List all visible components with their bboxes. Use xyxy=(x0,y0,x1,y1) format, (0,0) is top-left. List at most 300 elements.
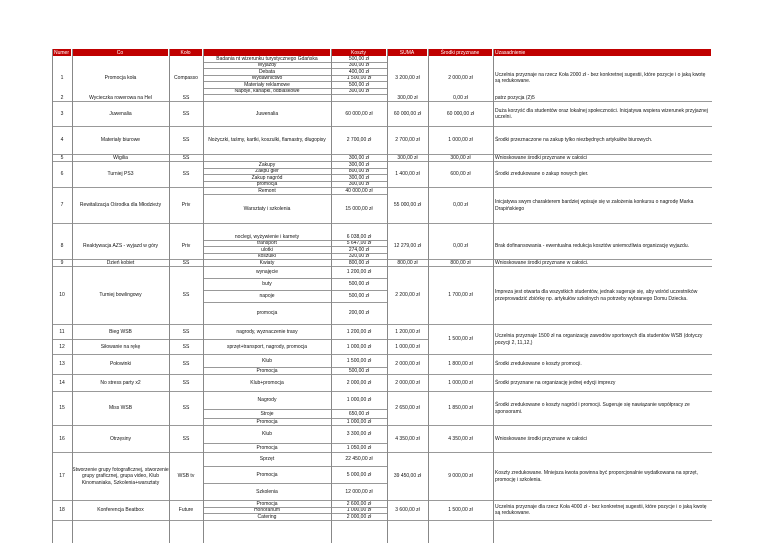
row-sum[interactable] xyxy=(387,102,428,127)
detail-item-text: transport xyxy=(257,240,277,247)
detail-item-text: Promocja xyxy=(256,368,278,374)
header-numer[interactable]: Numer xyxy=(52,49,72,56)
header-koszty[interactable]: Koszty xyxy=(331,49,387,56)
row-sum-text: 2 700,00 zł xyxy=(395,137,420,144)
grid-line xyxy=(72,49,73,543)
row-justification[interactable] xyxy=(493,260,712,267)
detail-item[interactable] xyxy=(203,260,331,267)
grid-line xyxy=(493,49,494,543)
row-sum[interactable] xyxy=(387,267,428,325)
row-title[interactable] xyxy=(72,155,169,162)
detail-item-text: Debata xyxy=(258,69,276,75)
row-number-text: 15 xyxy=(59,405,65,412)
row-sum-text: 1 400,00 zł xyxy=(395,171,420,178)
header-uzasadnienie[interactable]: Uzasadnienie xyxy=(493,49,712,56)
row-title[interactable] xyxy=(72,162,169,188)
row-justification[interactable] xyxy=(493,162,712,188)
row-number-text: 17 xyxy=(59,473,65,480)
grid-line xyxy=(52,49,53,543)
cost-value-text: 12 000,00 zł xyxy=(345,488,373,495)
row-kolo-text: SS xyxy=(182,328,190,335)
header-suma[interactable]: SUMA xyxy=(387,49,428,56)
cost-value-text: 1 200,00 zł xyxy=(346,269,372,276)
row-justification[interactable] xyxy=(493,501,712,521)
row-kolo-text: SS xyxy=(182,405,190,412)
row-title-text: Wycieczka rowerowa na Hel xyxy=(89,95,152,101)
row-sum[interactable] xyxy=(387,392,428,426)
cost-value-text: 274,00 zł xyxy=(348,247,370,253)
detail-item[interactable] xyxy=(203,291,331,303)
detail-item-text: promocja xyxy=(256,310,278,317)
detail-item[interactable] xyxy=(203,127,331,155)
row-number[interactable] xyxy=(52,102,72,127)
row-title-text: Siłowanie na rękę xyxy=(100,343,141,350)
cost-value-text: 1 000,00 zł xyxy=(346,419,372,425)
row-justification[interactable] xyxy=(493,188,712,224)
row-number[interactable] xyxy=(52,426,72,453)
row-kolo[interactable] xyxy=(169,260,203,267)
row-granted-text: 60 000,00 zł xyxy=(446,110,475,117)
row-kolo-text: SS xyxy=(182,292,190,299)
row-title[interactable] xyxy=(72,127,169,155)
row-number[interactable] xyxy=(52,127,72,155)
row-kolo[interactable] xyxy=(169,234,203,260)
cost-value[interactable] xyxy=(331,279,387,291)
row-justification-text: Inicjatywa swym charakterem bardziej wpisuje się w założenia konkursu o nagrodę Marka Drapińskiego xyxy=(495,199,694,212)
row-justification[interactable] xyxy=(493,155,712,162)
cost-value-text: 1 000,00 zł xyxy=(346,397,372,404)
row-number-text: 14 xyxy=(59,379,65,386)
row-kolo-text: Priv xyxy=(181,243,191,250)
cost-value-text: 300,00 zł xyxy=(348,155,370,161)
row-title[interactable] xyxy=(72,392,169,426)
row-justification-text: Koszty zredukowane. Mniejsza kwota powinna być proporcjonalnie wydatkowana na sprzęt, promocję i szkolenia. xyxy=(495,470,698,483)
row-sum[interactable] xyxy=(387,355,428,375)
cost-value-text: 500,00 zł xyxy=(348,293,370,300)
cost-value-text: 1 200,00 zł xyxy=(346,328,372,335)
row-title-text: Turniej bowlingowy xyxy=(99,292,142,299)
row-title[interactable] xyxy=(72,267,169,325)
cost-value-text: 500,00 zł xyxy=(348,281,370,288)
grid-line xyxy=(331,49,332,543)
row-sum[interactable] xyxy=(387,127,428,155)
row-number-text: 16 xyxy=(59,435,65,442)
detail-item-text: nagrody, wyznaczenie trasy xyxy=(236,328,298,335)
row-granted-text: 1 500,00 zł xyxy=(448,336,473,343)
row-title[interactable] xyxy=(72,375,169,392)
cost-value-text: 300,00 zł xyxy=(348,175,370,181)
row-kolo-text: SS xyxy=(182,435,190,442)
detail-item[interactable] xyxy=(203,155,331,162)
cost-value[interactable] xyxy=(331,514,387,521)
detail-item-text: Materiały reklamowe xyxy=(244,82,290,88)
row-justification[interactable] xyxy=(493,95,712,102)
row-kolo[interactable] xyxy=(169,453,203,501)
detail-item[interactable] xyxy=(203,368,331,375)
row-number-text: 12 xyxy=(59,343,65,350)
detail-item-text: Promocja xyxy=(256,471,278,478)
cost-value[interactable] xyxy=(331,368,387,375)
row-justification-text: patrz pozycja (2)5 xyxy=(495,95,535,101)
cost-value-text: 15 000,00 zł xyxy=(345,205,373,212)
detail-item-text: Warsztaty i szkolenia xyxy=(243,205,291,212)
row-kolo-text: Future xyxy=(178,507,194,514)
row-granted-text: 0,00 zł xyxy=(453,243,468,250)
cost-value[interactable] xyxy=(331,426,387,444)
cost-value[interactable] xyxy=(331,95,387,102)
cost-value-text: 800,00 zł xyxy=(348,260,370,266)
row-sum-text: 2 200,00 zł xyxy=(395,292,420,299)
detail-item-text: Wydawnictwo xyxy=(251,75,283,82)
row-kolo[interactable] xyxy=(169,501,203,521)
row-title-text: Połowinki xyxy=(109,361,132,368)
detail-item[interactable] xyxy=(203,426,331,444)
detail-item-text: Szkolenia xyxy=(256,488,278,495)
row-kolo[interactable] xyxy=(169,355,203,375)
detail-item[interactable] xyxy=(203,355,331,368)
row-justification[interactable] xyxy=(493,234,712,260)
cost-value[interactable] xyxy=(331,467,387,484)
cost-value[interactable] xyxy=(331,267,387,279)
row-kolo[interactable] xyxy=(169,127,203,155)
cost-value-text: 1 000,00 zł xyxy=(346,343,372,350)
row-justification[interactable] xyxy=(493,267,712,325)
row-number[interactable] xyxy=(52,392,72,426)
cost-value-text: 200,00 zł xyxy=(348,310,370,317)
row-sum-text: 1 200,00 zł xyxy=(395,328,420,335)
row-title[interactable] xyxy=(72,340,169,355)
detail-item[interactable] xyxy=(203,453,331,467)
row-title[interactable] xyxy=(72,426,169,453)
row-kolo-text: SS xyxy=(182,137,190,144)
row-number[interactable] xyxy=(52,340,72,355)
row-number-text: 6 xyxy=(60,171,64,178)
row-justification-text: Wnioskowane środki przyznane w całości xyxy=(495,435,587,442)
detail-item-text: Honorarium xyxy=(253,507,281,514)
row-kolo[interactable] xyxy=(169,375,203,392)
row-sum-text: 4 350,00 zł xyxy=(395,435,420,442)
row-justification-text: Środki zredukowane o koszty promocji. xyxy=(495,361,582,368)
row-granted[interactable] xyxy=(428,162,493,188)
cost-value-text: 5 647,00 zł xyxy=(346,240,372,247)
row-number[interactable] xyxy=(52,260,72,267)
row-justification-text: Środki zredukowane o zakup nowych gier. xyxy=(495,171,589,178)
detail-item-text: noclegi, wyżywienie i karnety xyxy=(234,234,300,240)
row-sum[interactable] xyxy=(387,453,428,501)
row-granted[interactable] xyxy=(428,392,493,426)
row-title[interactable] xyxy=(72,355,169,375)
row-granted[interactable] xyxy=(428,155,493,162)
row-title-text: Dzień kobiet xyxy=(106,260,135,266)
row-kolo[interactable] xyxy=(169,392,203,426)
row-sum[interactable] xyxy=(387,325,428,340)
row-granted[interactable] xyxy=(428,426,493,453)
cost-value-text: 300,00 zł xyxy=(348,88,370,95)
detail-item-text: Promocja xyxy=(256,444,278,451)
header-co[interactable]: Co xyxy=(72,49,169,56)
row-kolo-text: SS xyxy=(182,155,190,161)
row-justification-text: Wnioskowane środki przyznane w całości. xyxy=(495,260,589,266)
row-kolo[interactable] xyxy=(169,325,203,340)
row-title[interactable] xyxy=(72,501,169,521)
header-srodki[interactable]: Środki przyznane xyxy=(428,49,493,56)
cost-value-text: 22 450,00 zł xyxy=(345,456,373,463)
detail-item[interactable] xyxy=(203,467,331,484)
row-kolo[interactable] xyxy=(169,340,203,355)
row-sum[interactable] xyxy=(387,155,428,162)
cost-value[interactable] xyxy=(331,127,387,155)
detail-item[interactable] xyxy=(203,279,331,291)
cost-value[interactable] xyxy=(331,291,387,303)
row-sum-text: 2 650,00 zł xyxy=(395,405,420,412)
row-sum[interactable] xyxy=(387,426,428,453)
cost-value-text: 320,00 zł xyxy=(348,253,370,260)
detail-item-text: Zakup nagród xyxy=(251,175,283,181)
row-granted-text: 1 500,00 zł xyxy=(448,507,473,514)
detail-item-text: koszulki xyxy=(258,253,276,260)
row-justification-text: Środki przyznane na organizację jednej edycji imprezy xyxy=(495,379,616,386)
row-granted[interactable] xyxy=(428,127,493,155)
row-title[interactable] xyxy=(72,234,169,260)
row-kolo-text: SS xyxy=(182,95,190,101)
row-justification[interactable] xyxy=(493,426,712,453)
row-title[interactable] xyxy=(72,102,169,127)
cost-value-text: 400,00 zł xyxy=(348,69,370,75)
cost-value[interactable] xyxy=(331,392,387,410)
row-justification-text: Brak dofinansowania - ewentualna redukcja kosztów uniemożliwia organizację wyjazdu. xyxy=(495,243,689,250)
detail-item-text: Promocja xyxy=(256,501,278,507)
header-kolo[interactable]: Koło xyxy=(169,49,203,56)
detail-item-text: Badania nt wizerunku turystycznego Gdańska xyxy=(216,56,318,62)
row-kolo[interactable] xyxy=(169,426,203,453)
header-details[interactable] xyxy=(203,49,331,56)
row-kolo[interactable] xyxy=(169,188,203,224)
detail-item-text: Promocja xyxy=(256,419,278,425)
row-justification[interactable] xyxy=(493,375,712,392)
row-sum-text: 55 000,00 zł xyxy=(393,202,422,209)
detail-item-text: napoje xyxy=(259,293,275,300)
row-sum[interactable] xyxy=(387,501,428,521)
row-justification[interactable] xyxy=(493,325,712,355)
row-granted-text: 0,00 zł xyxy=(453,95,468,101)
row-sum-text: 2 000,00 zł xyxy=(395,361,420,368)
row-title-text: Miss WSB xyxy=(108,405,133,412)
row-title-text: Materiały biurowe xyxy=(100,137,141,144)
cost-value[interactable] xyxy=(331,260,387,267)
row-kolo[interactable] xyxy=(169,102,203,127)
row-kolo-text: SS xyxy=(182,379,190,386)
row-justification-text: Uczelnia przyznaje dla rzecz Koła 4000 zł - bez konkretnej sugestii, które pozycje i o jaką kwotę są redukowane. xyxy=(495,504,707,517)
detail-item[interactable] xyxy=(203,484,331,501)
detail-item-text: Klub xyxy=(261,431,272,438)
cost-value-text: 1 000,00 zł xyxy=(346,507,372,514)
row-granted[interactable] xyxy=(428,375,493,392)
row-kolo-text: Compasso xyxy=(174,75,198,82)
row-number[interactable] xyxy=(52,188,72,224)
cost-value[interactable] xyxy=(331,375,387,392)
row-justification-text: Uczelnia przyznaje 1500 zł na organizację zawodów sportowych dla studentów WSB (dotyczy pozycji 2, 11,12,) xyxy=(495,333,703,346)
row-granted[interactable] xyxy=(428,102,493,127)
row-justification[interactable] xyxy=(493,392,712,426)
cost-value[interactable] xyxy=(331,195,387,224)
detail-item-text: Sprzęt xyxy=(259,456,275,463)
detail-item[interactable] xyxy=(203,514,331,521)
cost-value[interactable] xyxy=(331,303,387,325)
cost-value-text: 40 000,00 zł xyxy=(345,188,373,194)
cost-value[interactable] xyxy=(331,325,387,340)
cost-value-text: 2 600,00 zł xyxy=(346,501,372,507)
row-number[interactable] xyxy=(52,155,72,162)
row-kolo[interactable] xyxy=(169,95,203,102)
row-sum[interactable] xyxy=(387,340,428,355)
detail-item-text: buty xyxy=(262,281,272,288)
detail-item[interactable] xyxy=(203,267,331,279)
detail-item-text: Klub xyxy=(261,357,272,364)
row-sum-text: 300,00 zł xyxy=(397,155,418,161)
cost-value-text: 2 000,00 zł xyxy=(346,379,372,386)
cost-value-text: 1 500,00 zł xyxy=(346,357,372,364)
row-title-text: Otrzęsiny xyxy=(109,435,132,442)
row-kolo[interactable] xyxy=(169,267,203,325)
row-granted[interactable] xyxy=(428,453,493,501)
row-sum[interactable] xyxy=(387,162,428,188)
row-kolo-text: SS xyxy=(182,361,190,368)
row-number-text: 11 xyxy=(59,328,65,335)
row-number-text: 3 xyxy=(60,110,64,117)
cost-value[interactable] xyxy=(331,188,387,195)
detail-item[interactable] xyxy=(203,340,331,355)
row-number[interactable] xyxy=(52,375,72,392)
row-granted[interactable] xyxy=(428,325,493,355)
row-granted[interactable] xyxy=(428,267,493,325)
row-kolo[interactable] xyxy=(169,162,203,188)
row-number[interactable] xyxy=(52,162,72,188)
row-number[interactable] xyxy=(52,267,72,325)
row-granted-text: 0,00 zł xyxy=(453,202,468,209)
row-title[interactable] xyxy=(72,95,169,102)
detail-item[interactable] xyxy=(203,188,331,195)
row-number-text: 4 xyxy=(60,137,64,144)
row-justification-text: Uczelnia przyznaje na rzecz Koła 2000 zł - bez konkretnej sugestii, które pozycje i o jaką kwotę są redukowane. xyxy=(495,72,706,85)
detail-item-text: Zakupy xyxy=(258,162,276,168)
row-title-text: Stworzenie grupy fotograficznej, stworzenie grupy graficznej, grupa video, Klub Kinomaniaka, Szkolenia+warsztaty xyxy=(72,467,169,486)
cost-value[interactable] xyxy=(331,444,387,453)
detail-item[interactable] xyxy=(203,392,331,410)
row-sum[interactable] xyxy=(387,260,428,267)
row-granted-text: 2 000,00 zł xyxy=(448,75,473,82)
row-justification[interactable] xyxy=(493,102,712,127)
detail-item[interactable] xyxy=(203,410,331,419)
grid-line xyxy=(428,49,429,543)
row-number-text: 5 xyxy=(60,155,64,161)
detail-item[interactable] xyxy=(203,195,331,224)
row-sum[interactable] xyxy=(387,95,428,102)
row-granted-text: 600,00 zł xyxy=(450,171,471,178)
cost-value-text: 6 038,00 zł xyxy=(346,234,372,240)
row-granted-text: 1 700,00 zł xyxy=(448,292,473,299)
cost-value[interactable] xyxy=(331,155,387,162)
detail-item-text: Catering xyxy=(257,514,277,520)
cost-value-text: 500,00 zł xyxy=(348,368,370,374)
row-sum-text: 1 000,00 zł xyxy=(395,343,420,350)
detail-item[interactable] xyxy=(203,303,331,325)
cost-value[interactable] xyxy=(331,419,387,426)
row-number[interactable] xyxy=(52,355,72,375)
detail-item[interactable] xyxy=(203,95,331,102)
row-granted[interactable] xyxy=(428,188,493,224)
row-granted[interactable] xyxy=(428,355,493,375)
row-kolo-text: SS xyxy=(182,110,190,117)
cost-value-text: 500,00 zł xyxy=(348,56,370,62)
detail-item-text: wynajęcie xyxy=(256,269,278,276)
row-kolo-text: SS xyxy=(182,171,190,178)
cost-value-text: 2 700,00 zł xyxy=(346,137,372,144)
spreadsheet xyxy=(52,49,712,543)
cost-value[interactable] xyxy=(331,410,387,419)
cost-value-text: 1 500,00 zł xyxy=(346,75,372,82)
detail-item[interactable] xyxy=(203,102,331,127)
detail-item[interactable] xyxy=(203,419,331,426)
row-title-text: Turniej PS3 xyxy=(107,171,134,178)
grid-line xyxy=(169,49,170,543)
row-sum[interactable] xyxy=(387,234,428,260)
row-sum-text: 800,00 zł xyxy=(397,260,418,266)
row-number[interactable] xyxy=(52,501,72,521)
row-number-text: 10 xyxy=(59,292,65,299)
detail-item[interactable] xyxy=(203,325,331,340)
detail-item-text: Nożyczki, taśmy, kartki, koszulki, flamastry, długopisy xyxy=(208,137,326,144)
row-kolo-text: WSB tv xyxy=(177,473,195,480)
row-title[interactable] xyxy=(72,188,169,224)
row-granted[interactable] xyxy=(428,95,493,102)
row-kolo-text: SS xyxy=(182,260,190,266)
detail-item-text: Juwenalia xyxy=(255,110,279,117)
row-granted[interactable] xyxy=(428,260,493,267)
cost-value[interactable] xyxy=(331,453,387,467)
row-number[interactable] xyxy=(52,234,72,260)
detail-item-text: ulotki xyxy=(261,247,273,253)
row-title-text: Juwenalia xyxy=(109,110,132,117)
row-kolo[interactable] xyxy=(169,155,203,162)
cost-value[interactable] xyxy=(331,340,387,355)
row-granted-text: 300,00 zł xyxy=(450,155,471,161)
cost-value-text: 300,00 zł xyxy=(348,162,370,168)
cost-value[interactable] xyxy=(331,355,387,368)
detail-item[interactable] xyxy=(203,375,331,392)
cost-value-text: 3 300,00 zł xyxy=(346,431,372,438)
row-granted[interactable] xyxy=(428,234,493,260)
row-title[interactable] xyxy=(72,325,169,340)
row-number[interactable] xyxy=(52,453,72,501)
row-sum-text: 12 279,00 zł xyxy=(393,243,422,250)
row-justification[interactable] xyxy=(493,127,712,155)
cost-value[interactable] xyxy=(331,102,387,127)
row-title-text: No stress party x2 xyxy=(100,379,141,386)
detail-item[interactable] xyxy=(203,444,331,453)
row-sum[interactable] xyxy=(387,188,428,224)
row-granted[interactable] xyxy=(428,501,493,521)
row-justification[interactable] xyxy=(493,355,712,375)
row-number[interactable] xyxy=(52,325,72,340)
row-sum[interactable] xyxy=(387,375,428,392)
row-justification[interactable] xyxy=(493,453,712,501)
row-title[interactable] xyxy=(72,260,169,267)
row-title-text: Reaktywacja AZS - wyjazd w góry xyxy=(82,243,159,250)
row-number[interactable] xyxy=(52,95,72,102)
row-kolo-text: Priv xyxy=(181,202,191,209)
row-title[interactable] xyxy=(72,453,169,501)
cost-value[interactable] xyxy=(331,484,387,501)
